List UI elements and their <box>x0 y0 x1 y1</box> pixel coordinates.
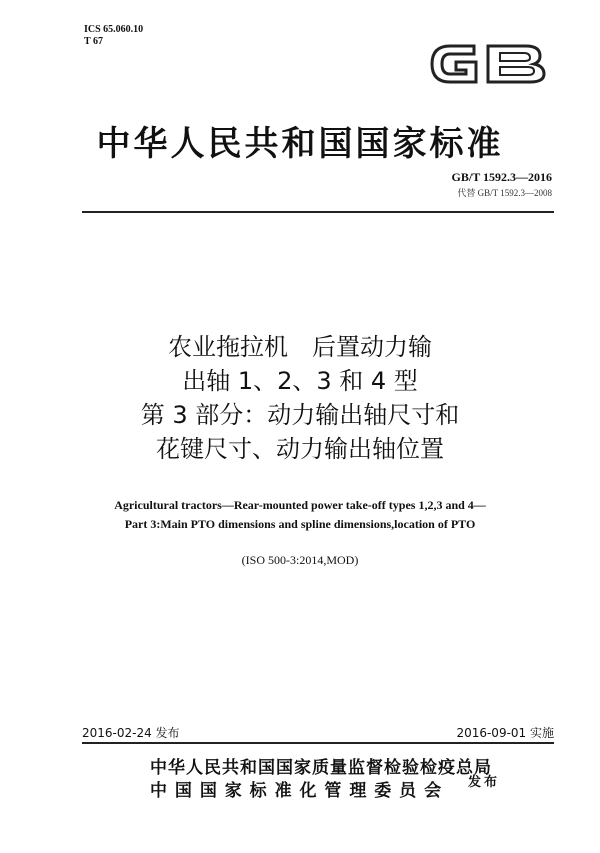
standard-number: GB/T 1592.3—2016 <box>451 170 552 184</box>
iso-reference: (ISO 500-3:2014,MOD) <box>241 553 359 567</box>
title-cn-line-4: 花键尺寸、动力输出轴位置 <box>156 435 444 463</box>
standard-name: 中华人民共和国国家标准 <box>96 124 504 164</box>
title-cn-line-1: 农业拖拉机 后置动力输 <box>168 333 432 361</box>
implementation-date: 2016-09-01 实施 <box>456 726 554 740</box>
title-cn-line-3: 第 3 部分：动力输出轴尺寸和 <box>140 401 460 429</box>
ics-code: ICS 65.060.10 <box>84 24 144 35</box>
ics-code-block <box>84 24 143 48</box>
title-en-line-1: Agricultural tractors—Rear-mounted power take-off types 1,2,3 and 4— <box>114 498 486 512</box>
title-cn-line-2: 出轴 1、2、3 和 4 型 <box>182 367 418 395</box>
replaces-standard: 代替 GB/T 1592.3—2008 <box>457 188 552 198</box>
gb-logo-icon <box>426 38 552 90</box>
issue-word: 发布 <box>468 775 501 790</box>
ccs-code: T 67 <box>84 36 103 47</box>
title-en-line-2: Part 3:Main PTO dimensions and spline dimensions,location of PTO <box>124 517 476 531</box>
header-rule <box>82 211 554 213</box>
footer-rule <box>82 742 554 744</box>
issue-date: 2016-02-24 发布 <box>82 726 180 740</box>
issuer-aqsiq: 中华人民共和国国家质量监督检验检疫总局 <box>150 758 492 778</box>
issuer-sac: 中 国 国 家 标 准 化 管 理 委 员 会 <box>150 781 443 801</box>
